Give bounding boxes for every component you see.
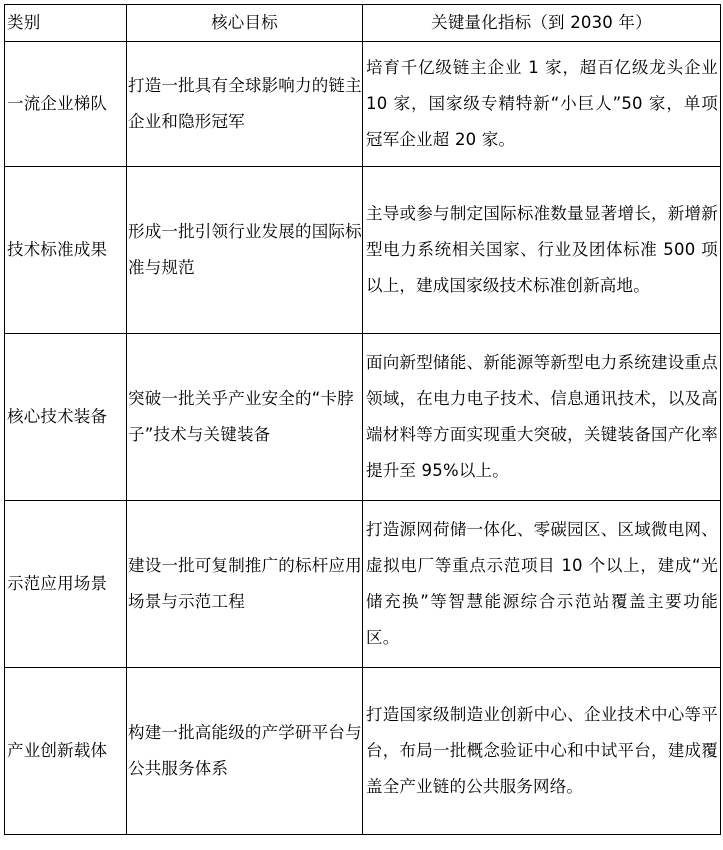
header-indicator: 关键量化指标（到 2030 年） xyxy=(363,5,721,42)
table-row xyxy=(5,167,721,334)
table-header-row xyxy=(5,5,721,42)
indicator-cell: 打造国家级制造业创新中心、企业技术中心等平台，布局一批概念验证中心和中试平台，建成覆盖全产业链的公共服务网络。 xyxy=(363,668,721,835)
goal-cell: 构建一批高能级的产学研平台与公共服务体系 xyxy=(127,668,363,835)
indicator-cell: 培育千亿级链主企业 1 家，超百亿级龙头企业 10 家，国家级专精特新“小巨人”50 家，单项冠军企业超 20 家。 xyxy=(363,42,721,167)
table-row xyxy=(5,42,721,167)
goal-cell: 形成一批引领行业发展的国际标准与规范 xyxy=(127,167,363,334)
header-category: 类别 xyxy=(5,5,127,42)
goal-cell: 建设一批可复制推广的标杆应用场景与示范工程 xyxy=(127,501,363,668)
category-cell: 技术标准成果 xyxy=(5,167,127,334)
category-cell: 一流企业梯队 xyxy=(5,42,127,167)
category-cell: 产业创新载体 xyxy=(5,668,127,835)
indicator-cell: 主导或参与制定国际标准数量显著增长，新增新型电力系统相关国家、行业及团体标准 500 项以上，建成国家级技术标准创新高地。 xyxy=(363,167,721,334)
category-cell: 示范应用场景 xyxy=(5,501,127,668)
indicator-cell: 面向新型储能、新能源等新型电力系统建设重点领域，在电力电子技术、信息通讯技术，以及高端材料等方面实现重大突破，关键装备国产化率提升至 95%以上。 xyxy=(363,334,721,501)
table-row xyxy=(5,668,721,835)
goal-cell: 打造一批具有全球影响力的链主企业和隐形冠军 xyxy=(127,42,363,167)
targets-table xyxy=(4,4,721,835)
header-goal: 核心目标 xyxy=(127,5,363,42)
indicator-cell: 打造源网荷储一体化、零碳园区、区域微电网、虚拟电厂等重点示范项目 10 个以上，建成“光储充换”等智慧能源综合示范站覆盖主要功能区。 xyxy=(363,501,721,668)
table-row xyxy=(5,501,721,668)
category-cell: 核心技术装备 xyxy=(5,334,127,501)
goal-cell: 突破一批关乎产业安全的“卡脖子”技术与关键装备 xyxy=(127,334,363,501)
table-row xyxy=(5,334,721,501)
